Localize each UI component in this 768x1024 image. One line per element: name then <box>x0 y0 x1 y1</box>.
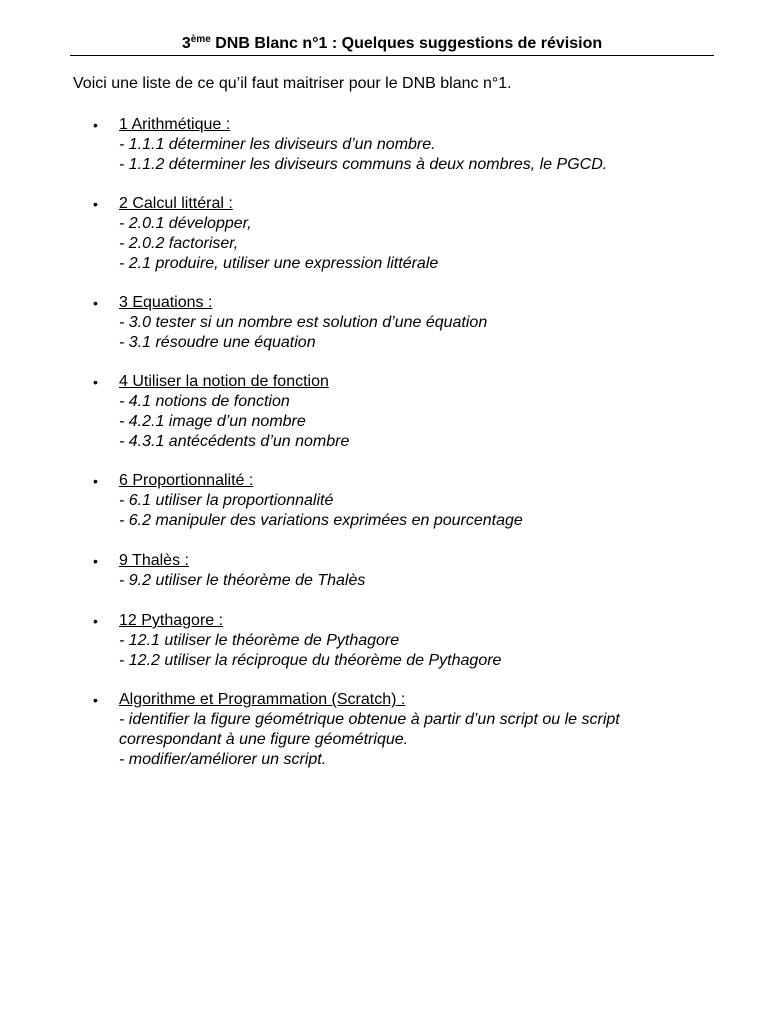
section-heading: 12 Pythagore : <box>119 612 224 629</box>
list-item: - 6.1 utiliser la proportionnalité <box>119 492 334 509</box>
title-main: DNB Blanc n°1 : Quelques suggestions de révision <box>210 35 603 52</box>
list-item: - modifier/améliorer un script. <box>119 751 327 768</box>
list-item: - 6.2 manipuler des variations exprimées en pourcentage <box>119 512 523 529</box>
section-heading: Algorithme et Programmation (Scratch) : <box>119 691 406 708</box>
list-item: - 3.0 tester si un nombre est solution d’une équation <box>119 314 488 331</box>
intro-text: Voici une liste de ce qu’il faut maitriser pour le DNB blanc n°1. <box>73 75 512 92</box>
list-item: - 2.0.1 développer, <box>119 215 252 232</box>
title-superscript: ème <box>190 34 211 45</box>
bullet-icon: • <box>93 117 98 133</box>
list-item: - identifier la figure géométrique obtenue à partir d’un script ou le script <box>119 711 620 728</box>
section-heading: 1 Arithmétique : <box>119 116 231 133</box>
section-heading: 3 Equations : <box>119 294 213 311</box>
bullet-icon: • <box>93 295 98 311</box>
list-item: - 4.3.1 antécédents d’un nombre <box>119 433 350 450</box>
list-item: - 12.2 utiliser la réciproque du théorème de Pythagore <box>119 652 502 669</box>
list-item: - 9.2 utiliser le théorème de Thalès <box>119 572 366 589</box>
list-item: - 2.1 produire, utiliser une expression littérale <box>119 255 439 272</box>
list-item: - 1.1.1 déterminer les diviseurs d’un nombre. <box>119 136 436 153</box>
list-item: correspondant à une figure géométrique. <box>119 731 409 748</box>
section-heading: 9 Thalès : <box>119 552 189 569</box>
section-heading: 6 Proportionnalité : <box>119 472 254 489</box>
list-item: - 1.1.2 déterminer les diviseurs communs à deux nombres, le PGCD. <box>119 156 608 173</box>
title-underline-rule <box>70 55 714 56</box>
page-title <box>70 34 714 54</box>
list-item: - 3.1 résoudre une équation <box>119 334 316 351</box>
list-item: - 4.1 notions de fonction <box>119 393 290 410</box>
bullet-icon: • <box>93 553 98 569</box>
bullet-icon: • <box>93 613 98 629</box>
title-prefix: 3 <box>181 35 191 52</box>
bullet-icon: • <box>93 692 98 708</box>
section-heading: 4 Utiliser la notion de fonction <box>119 373 329 390</box>
section-heading: 2 Calcul littéral : <box>119 195 233 212</box>
bullet-icon: • <box>93 374 98 390</box>
bullet-icon: • <box>93 473 98 489</box>
list-item: - 2.0.2 factoriser, <box>119 235 239 252</box>
list-item: - 12.1 utiliser le théorème de Pythagore <box>119 632 400 649</box>
list-item: - 4.2.1 image d’un nombre <box>119 413 306 430</box>
bullet-icon: • <box>93 196 98 212</box>
